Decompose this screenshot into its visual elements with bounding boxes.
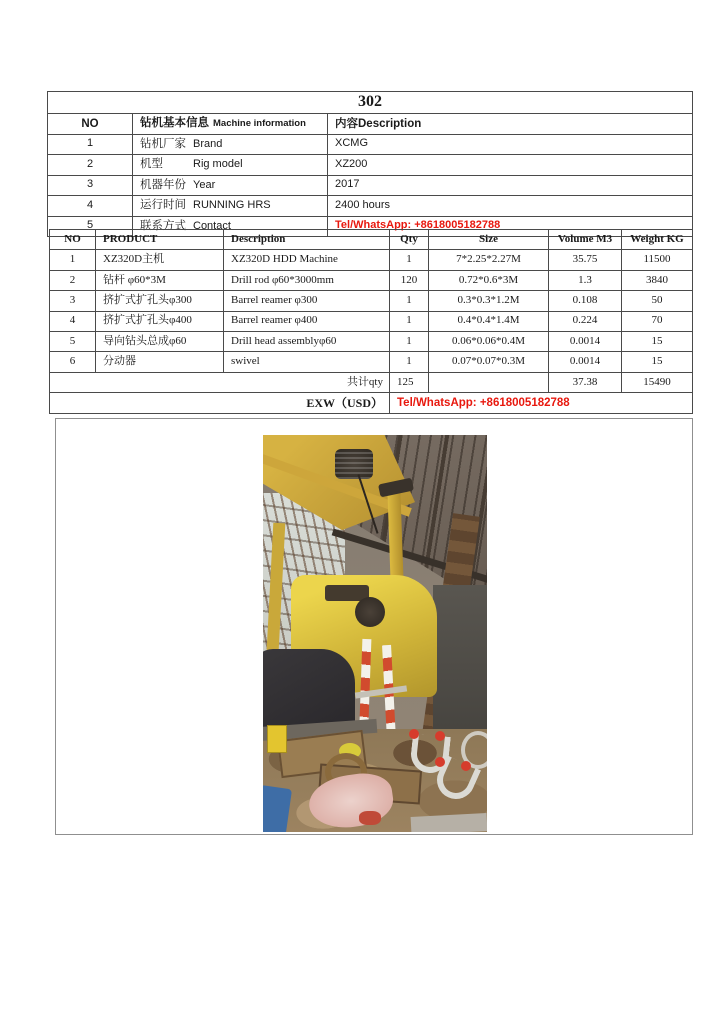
col-header-qty: Qty [390, 230, 429, 250]
row-value: XZ200 [328, 155, 693, 176]
footer-row [50, 393, 693, 414]
machine-info-label-cn: 钻机基本信息 [140, 117, 209, 130]
row-value: 2400 hours [328, 196, 693, 217]
table-row [50, 291, 693, 311]
photo-yellow-box [267, 725, 287, 753]
cell-volume: 0.108 [549, 291, 622, 311]
cell-qty: 1 [390, 331, 429, 351]
photo-shackle-pin [409, 729, 419, 739]
table-row [48, 134, 693, 155]
contact-value: Tel/WhatsApp: +8618005182788 [328, 216, 693, 237]
cell-weight: 11500 [622, 250, 693, 270]
table-header-row [50, 230, 693, 250]
subtotal-qty: 125 [390, 372, 429, 392]
photo-shackle-pin [435, 757, 445, 767]
label-cn: 钻机厂家 [140, 137, 186, 150]
cell-no: 6 [50, 352, 96, 372]
subtotal-volume: 37.38 [549, 372, 622, 392]
photo-ground-patch [411, 813, 487, 832]
photo-shackle-pin [461, 761, 471, 771]
cell-product: 钻杆 φ60*3M [96, 270, 224, 290]
footer-contact: Tel/WhatsApp: +8618005182788 [390, 393, 693, 414]
equipment-photo [263, 435, 487, 832]
label-cn: 机器年份 [140, 178, 186, 191]
row-value: XCMG [328, 134, 693, 155]
row-no: 3 [48, 175, 133, 196]
cell-qty: 1 [390, 352, 429, 372]
table-row [48, 155, 693, 176]
photo-shackle-pin [435, 731, 445, 741]
photo-red-part [359, 811, 381, 825]
table-row [48, 196, 693, 217]
row-value: 2017 [328, 175, 693, 196]
photo-work-lamp [335, 449, 373, 479]
label-en: Contact [193, 219, 231, 232]
cell-product: XZ320D主机 [96, 250, 224, 270]
row-no: 5 [48, 216, 133, 237]
cell-no: 2 [50, 270, 96, 290]
cell-size: 0.07*0.07*0.3M [429, 352, 549, 372]
cell-weight: 3840 [622, 270, 693, 290]
page-title: 302 [48, 92, 693, 114]
cell-weight: 15 [622, 331, 693, 351]
cell-volume: 0.224 [549, 311, 622, 331]
col-header-size: Size [429, 230, 549, 250]
cell-description: XZ320D HDD Machine [224, 250, 390, 270]
col-header-description: Description [224, 230, 390, 250]
table-row [48, 175, 693, 196]
cell-description: Drill rod φ60*3000mm [224, 270, 390, 290]
table-row [50, 250, 693, 270]
cell-qty: 1 [390, 250, 429, 270]
title-row [48, 92, 693, 114]
cell-no: 4 [50, 311, 96, 331]
cell-size: 0.3*0.3*1.2M [429, 291, 549, 311]
subtotal-row [50, 372, 693, 392]
col-header-weight: Weight KG [622, 230, 693, 250]
cell-weight: 15 [622, 352, 693, 372]
exw-label: EXW（USD） [50, 393, 390, 414]
label-en: Rig model [193, 158, 243, 171]
cell-description: swivel [224, 352, 390, 372]
cell-no: 3 [50, 291, 96, 311]
cell-qty: 120 [390, 270, 429, 290]
table-row [50, 352, 693, 372]
table-row [50, 311, 693, 331]
col-header-no: NO [50, 230, 96, 250]
row-no: 4 [48, 196, 133, 217]
cell-size: 0.72*0.6*3M [429, 270, 549, 290]
label-cn: 联系方式 [140, 219, 186, 232]
cell-weight: 50 [622, 291, 693, 311]
col-header-machine-info [133, 114, 328, 135]
row-no: 1 [48, 134, 133, 155]
cell-weight: 70 [622, 311, 693, 331]
subtotal-label: 共计qty [50, 372, 390, 392]
col-header-description: 内容Description [328, 114, 693, 135]
row-label [133, 134, 328, 155]
row-label [133, 175, 328, 196]
cell-description: Barrel reamer φ300 [224, 291, 390, 311]
row-label [133, 196, 328, 217]
table-row [50, 270, 693, 290]
cell-product: 分动器 [96, 352, 224, 372]
cell-qty: 1 [390, 311, 429, 331]
label-cn: 运行时间 [140, 199, 186, 212]
label-en: Year [193, 178, 216, 191]
cell-product: 挤扩式扩孔头φ400 [96, 311, 224, 331]
cell-description: Drill head assemblyφ60 [224, 331, 390, 351]
cell-product: 挤扩式扩孔头φ300 [96, 291, 224, 311]
table-header-row [48, 114, 693, 135]
cell-volume: 35.75 [549, 250, 622, 270]
product-table [49, 229, 693, 414]
row-label [133, 155, 328, 176]
cell-volume: 1.3 [549, 270, 622, 290]
table-row [50, 331, 693, 351]
label-cn: 机型 [140, 158, 163, 171]
cell-description: Barrel reamer φ400 [224, 311, 390, 331]
cell-size: 0.4*0.4*1.4M [429, 311, 549, 331]
subtotal-weight: 15490 [622, 372, 693, 392]
label-en: RUNNING HRS [193, 199, 271, 212]
cell-no: 5 [50, 331, 96, 351]
cell-product: 导向钻头总成φ60 [96, 331, 224, 351]
photo-rig-pulley [355, 597, 385, 627]
row-no: 2 [48, 155, 133, 176]
cell-size: 7*2.25*2.27M [429, 250, 549, 270]
col-header-no: NO [48, 114, 133, 135]
machine-info-table [47, 91, 693, 237]
cell-volume: 0.0014 [549, 331, 622, 351]
cell-qty: 1 [390, 291, 429, 311]
cell-volume: 0.0014 [549, 352, 622, 372]
col-header-product: PRODUCT [96, 230, 224, 250]
machine-info-label-en: Machine information [213, 118, 306, 130]
col-header-volume: Volume M3 [549, 230, 622, 250]
cell-no: 1 [50, 250, 96, 270]
cell-size: 0.06*0.06*0.4M [429, 331, 549, 351]
subtotal-size [429, 372, 549, 392]
label-en: Brand [193, 137, 223, 150]
